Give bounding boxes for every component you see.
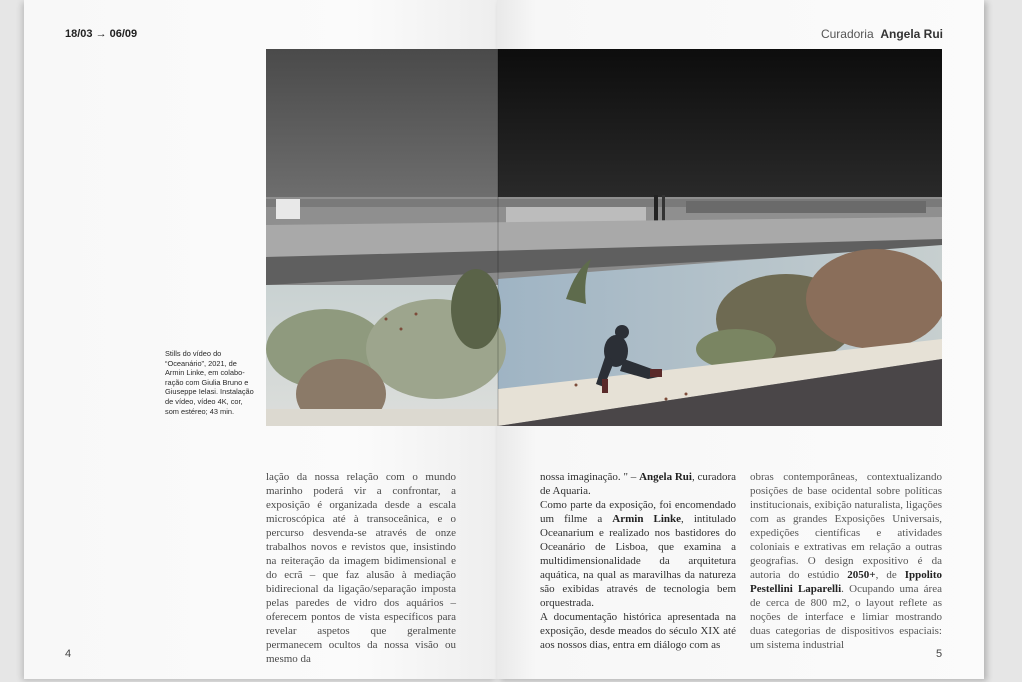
bold-name-armin-linke: Armin Linke <box>612 513 682 525</box>
curadoria-label: Curadoria <box>820 27 874 41</box>
bold-studio-2050: 2050+ <box>847 569 876 581</box>
col2-paragraph-1: nossa imaginação. " – Angela Rui, curadora de Aquaria. <box>540 471 736 497</box>
curator-name: Angela Rui <box>880 27 943 41</box>
col2-paragraph-2: Como parte da exposição, foi encomendado um filme a Armin Linke, intitulado Oceanarium e realizado nos bastidores do Oceanário de Lisboa, que examina a multidimensionalidade da arquitetura aquática, na qual as maravilhas da natureza são exibidas através de tecnologia bem orquestrada. <box>540 499 736 609</box>
page-number-right: 5 <box>936 648 943 660</box>
col2-paragraph-3: A documentação histórica apresentada na exposição, desde meados do século XIX até aos nossos dias, entra em diálogo com as <box>540 611 736 651</box>
magazine-spread <box>24 0 984 679</box>
page-number-left: 4 <box>65 648 72 660</box>
bold-name-ippolito: Ippolito Pestellini Laparelli <box>750 569 942 595</box>
col3-paragraph: obras contemporâneas, contextualizando posições de base ocidental sobre políticas institucionais, exibição naturalista, ligações com as grandes Exposições Universais, expedições científicas e atividades coloniais e extrativas em relação a outras geografias. O design expositivo é da autoria do estúdio 2050+, de Ippolito Pestellini Laparelli. Ocupando uma área de cerca de 800 m2, o layout reflete as noções de interface e limiar mostrando duas categorias de dispositivos espaciais: um sistema industrial <box>750 471 942 651</box>
curator-credit <box>821 27 943 41</box>
text-column-2 <box>540 470 736 652</box>
text-column-3 <box>750 470 942 652</box>
photo-caption: Stills do vídeo do “Oceanário”, 2021, de Armin Linke, em colabo-ração com Giulia Bruno e Giuseppe Ielasi. Instalação de vídeo, vídeo 4K, cor, som estéreo; 43 min. <box>165 349 254 416</box>
bold-name-angela-rui: Angela Rui <box>639 471 692 483</box>
aquarium-diver-illustration <box>266 49 942 426</box>
text-column-1 <box>266 470 456 666</box>
exhibition-dates: 18/03 → 06/09 <box>65 28 138 40</box>
col1-paragraph: lação da nossa relação com o mundo marinho poderá vir a confrontar, a exposição é organizada desde a escala microscópica até à transoceânica, e o percurso desvenda-se através de onze trabalhos novos e revistos que, insistindo na reiteração da imagem bidimensional e do ecrã – que faz alusão à mediação bidirecional da ligação/separação imposta pelas paredes de vidro dos aquários – oferecem pontos de vista específicos para revelar aspetos que geralmente permanecem ocultos da nossa visão ou mesmo da <box>266 471 456 665</box>
aquarium-photo <box>266 49 942 426</box>
